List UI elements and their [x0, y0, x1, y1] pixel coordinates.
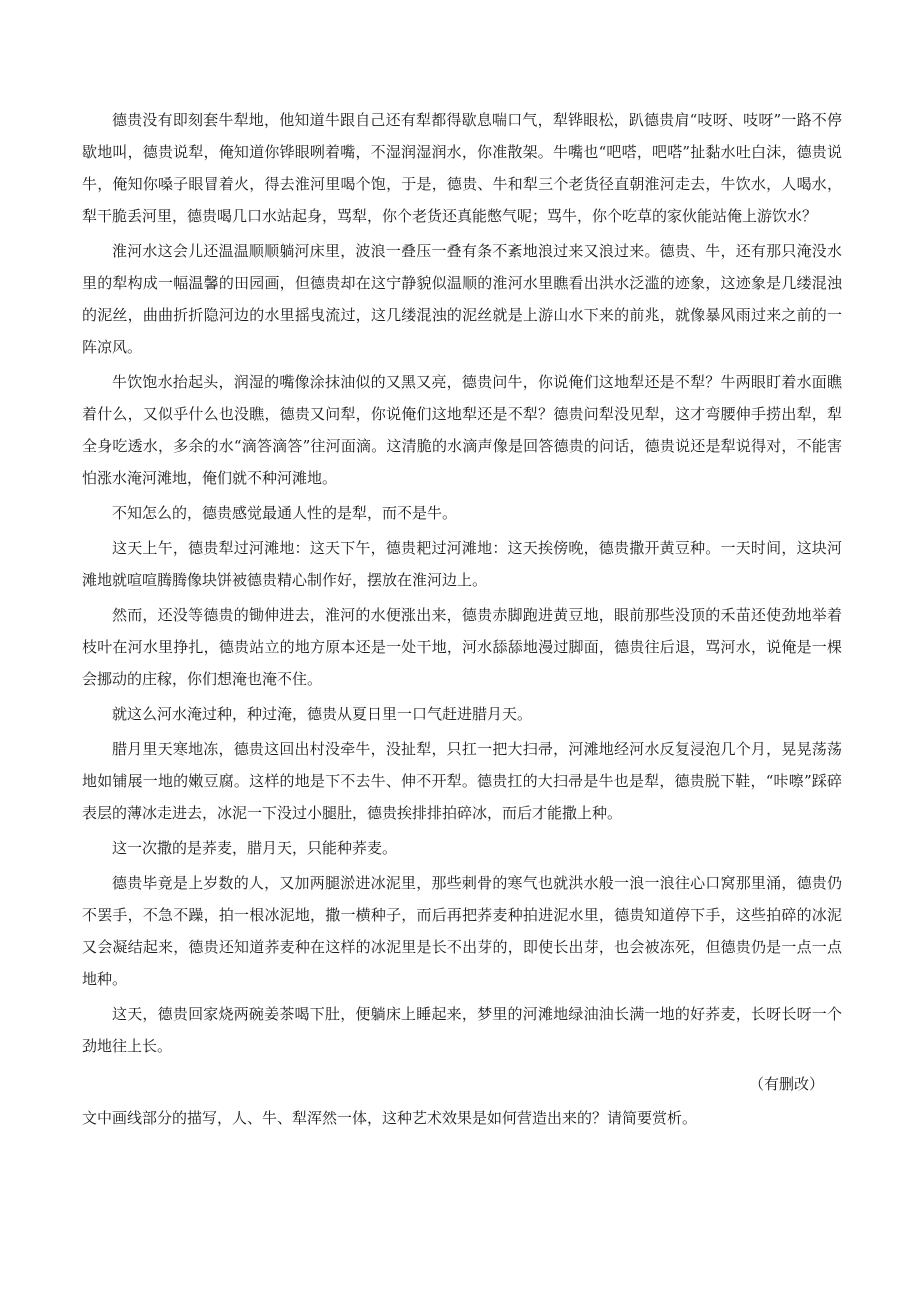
- paragraph-3: 牛饮饱水抬起头，润湿的嘴像涂抹油似的又黑又亮，德贵问牛，你说俺们这地犁还是不犁？牛两眼盯着水面瞧着什么，又似乎什么也没瞧，德贵又问犁，你说俺们这地犁还是不犁？德贵问犁没见犁，这才弯腰伸手捞出犁，犁全身吃透水，多余的水“滴答滴答”往河面滴。这清脆的水滴声像是回答德贵的问话，德贵说还是犁说得对，不能害怕涨水淹河滩地，俺们就不种河滩地。: [82, 373, 842, 487]
- paragraph-7: 就这么河水淹过种，种过淹，德贵从夏日里一口气赶进腊月天。: [112, 705, 533, 723]
- paragraph-4: 不知怎么的，德贵感觉最通人性的是犁，而不是牛。: [112, 504, 458, 522]
- paragraph-10: 德贵毕竟是上岁数的人，又加两腿淤进冰泥里，那些刺骨的寒气也就洪水般一浪一浪往心口窝那里涌，德贵仍不罢手，不急不躁，拍一根冰泥地，撒一横种子，而后再把荞麦种拍进泥水里，德贵知道停下手，这些拍碎的冰泥又会凝结起来，德贵还知道荞麦种在这样的冰泥里是长不出芽的，即使长出芽，也会被冻死，但德贵仍是一点一点地种。: [82, 874, 842, 988]
- question-text: 文中画线部分的描写，人、牛、犁浑然一体，这种艺术效果是如何营造出来的？请简要赏析。: [82, 1109, 698, 1127]
- document-page: [82, 104, 842, 1134]
- paragraph-2: 淮河水这会儿还温温顺顺躺河床里，波浪一叠压一叠有条不紊地浪过来又浪过来。德贵、牛，还有那只淹没水里的犁构成一幅温馨的田园画，但德贵却在这宁静貌似温顺的淮河水里瞧看出洪水泛滥的迹象，这迹象是几缕混浊的泥丝，曲曲折折隐河边的水里摇曳流过，这几缕混浊的泥丝就是上游山水下来的前兆，就像暴风雨过来之前的一阵凉风。: [82, 242, 842, 356]
- paragraph-11: 这天，德贵回家烧两碗姜茶喝下肚，便躺床上睡起来，梦里的河滩地绿油油长满一地的好荞麦，长呀长呀一个劲地往上长。: [82, 1005, 842, 1055]
- paragraph-1: 德贵没有即刻套牛犁地，他知道牛跟自己还有犁都得歇息喘口气，犁铧眼松，趴德贵肩“吱呀、吱呀”一路不停歇地叫，德贵说犁，俺知道你铧眼咧着嘴，不湿润湿润水，你准散架。牛嘴也“吧嗒，吧嗒”扯黏水吐白沫，德贵说牛，俺知你嗓子眼冒着火，得去淮河里喝个饱，于是，德贵、牛和犁三个老货径直朝淮河走去，牛饮水，人喝水，犁干脆丢河里，德贵喝几口水站起身，骂犁，你个老货还真能憋气呢；骂牛，你个吃草的家伙能站俺上游饮水？: [82, 111, 842, 225]
- source-note: （有删改）: [748, 1075, 824, 1093]
- paragraph-6: 然而，还没等德贵的锄伸进去，淮河的水便涨出来，德贵赤脚跑进黄豆地，眼前那些没顶的禾苗还使劲地举着枝叶在河水里挣扎，德贵站立的地方原本还是一处干地，河水舔舔地漫过脚面，德贵往后退，骂河水，说俺是一棵会挪动的庄稼，你们想淹也淹不住。: [82, 606, 842, 688]
- paragraph-9: 这一次撒的是荞麦，腊月天，只能种荞麦。: [112, 839, 398, 857]
- paragraph-8: 腊月里天寒地冻，德贵这回出村没牵牛，没扯犁，只扛一把大扫帚，河滩地经河水反复浸泡几个月，晃晃荡荡地如铺展一地的嫩豆腐。这样的地是下不去牛、伸不开犁。德贵扛的大扫帚是牛也是犁，德贵脱下鞋，“咔嚓”踩碎表层的薄冰走进去，冰泥一下没过小腿肚，德贵挨排排拍碎冰，而后才能撒上种。: [82, 740, 842, 822]
- paragraph-5: 这天上午，德贵犁过河滩地：这天下午，德贵耙过河滩地：这天挨傍晚，德贵撒开黄豆种。一天时间，这块河滩地就喧喧腾腾像块饼被德贵精心制作好，摆放在淮河边上。: [82, 539, 842, 589]
